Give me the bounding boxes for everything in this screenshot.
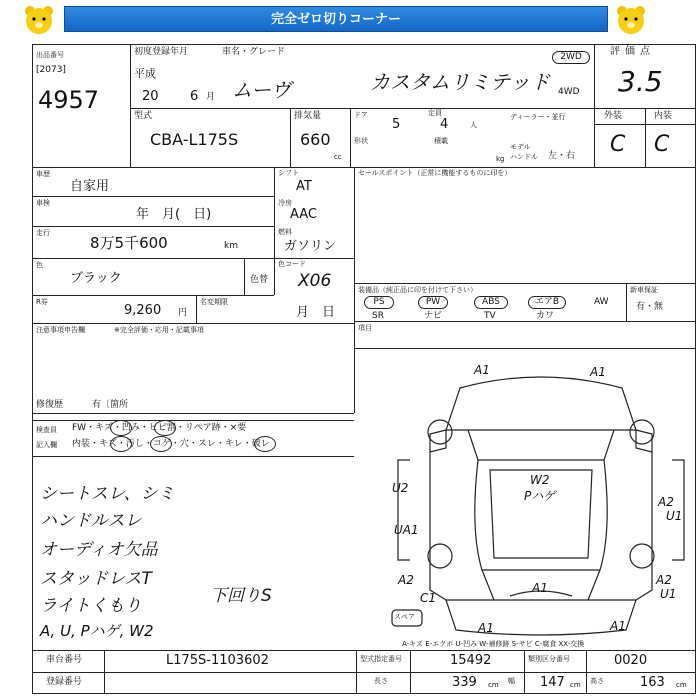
eval-score: 3.5: [618, 65, 663, 98]
width-label: 幅: [508, 677, 515, 685]
yen-unit: 円: [178, 308, 188, 318]
exterior-label: 外装: [604, 111, 623, 121]
repair-value: 有〔箇所: [92, 400, 129, 410]
equip-tv: TV: [484, 311, 496, 321]
capacity-unit: 人: [470, 121, 477, 129]
damage-mark: U2: [392, 481, 409, 495]
capacity-label: 定員: [428, 109, 442, 117]
reg-label: 登録番号: [46, 677, 83, 687]
ac-value: AAC: [290, 207, 317, 222]
height-value: 163: [640, 675, 665, 690]
inspector-row-exterior: FW・キズ・凹み・ヒビ割・リペア跡・×要: [72, 423, 247, 433]
model-small-label: モデル: [510, 143, 531, 151]
color-change-label: 色替: [250, 275, 269, 285]
grade: カスタムリミテッド: [370, 70, 550, 94]
note-line: ライトくもり: [40, 596, 142, 616]
notes-hint: ※完全評価・応用・記載事項: [114, 326, 204, 334]
damage-mark: A2: [658, 495, 674, 509]
damage-legend: A-キズ E-エクボ U-凹み W-補修跡 S-サビ C-腐食 XX-交換: [402, 640, 585, 648]
shift-label: シフト: [278, 169, 299, 177]
inspection-value: 年 月( 日): [136, 207, 212, 222]
note-line: シートスレ、シミ: [40, 484, 175, 504]
ac-label: 冷房: [278, 199, 292, 207]
era: 平成: [134, 67, 156, 80]
drive-2wd: 2WD: [552, 51, 590, 64]
damage-mark: A2: [398, 573, 414, 587]
damage-mark: A1: [474, 363, 490, 377]
handle-label: ハンドル: [510, 153, 538, 161]
bear-mascot-left-icon: [22, 4, 56, 36]
damage-mark: W2: [530, 473, 550, 487]
damage-mark: C1: [420, 591, 437, 605]
damage-mark: A1: [590, 365, 606, 379]
shift-value: AT: [296, 179, 312, 194]
equip-ps: PS: [364, 296, 394, 309]
notes-label: 注意事項申告欄: [36, 326, 85, 334]
mileage-label: 走行: [36, 229, 50, 237]
new-value: 有・無: [636, 302, 664, 312]
chassis-label: 車台番号: [46, 655, 83, 665]
equip-aw: AW: [594, 297, 609, 307]
recycle-label: R券: [36, 298, 48, 306]
handle-value: 左・右: [548, 151, 576, 161]
equip-sr: SR: [372, 311, 384, 321]
first-reg-label: 初度登録年月: [134, 47, 189, 57]
damage-mark: U1: [666, 509, 683, 523]
name-change-value: 月 日: [296, 305, 336, 320]
spare-label: スペア: [394, 613, 415, 621]
load-label: 積載: [434, 137, 448, 145]
equip-leather: カワ: [536, 311, 555, 321]
check-mark-circle: [154, 420, 176, 436]
damage-mark: A1: [532, 581, 548, 595]
new-label: 新車保証: [630, 286, 658, 294]
inspector-label-2: 記入欄: [36, 441, 57, 449]
dealer-label: ディーラー・並行: [510, 113, 566, 121]
equip-airbag: エアB: [528, 296, 566, 309]
eval-label: 評価点: [610, 46, 655, 57]
month-unit: 月: [206, 92, 216, 102]
height-label: 高さ: [590, 677, 604, 685]
id-code: [2073]: [36, 65, 66, 75]
exterior-grade: C: [610, 132, 626, 157]
fuel-value: ガソリン: [284, 239, 337, 254]
drive-4wd: 4WD: [558, 87, 580, 97]
cm-unit: cm: [570, 681, 581, 689]
note-line: ハンドルスレ: [40, 511, 142, 531]
items-label: 項目: [358, 324, 372, 332]
carname-label: 車名・グレード: [222, 47, 286, 57]
check-mark-circle: [110, 420, 132, 436]
id-label: 出品番号: [36, 51, 64, 59]
damage-mark: A2: [656, 573, 672, 587]
reg-year: 20: [142, 89, 159, 104]
model: CBA-L175S: [150, 130, 239, 149]
equip-abs: ABS: [474, 296, 508, 309]
color-value: ブラック: [70, 271, 122, 286]
class-value: 0020: [614, 653, 648, 668]
length-label: 長さ: [374, 677, 388, 685]
color-label: 色: [36, 261, 43, 269]
use-value: 自家用: [70, 179, 110, 194]
cc-unit: cc: [334, 153, 342, 161]
cm-unit: cm: [676, 681, 687, 689]
check-mark-circle: [110, 436, 132, 452]
cert-label: 型式指定番号: [360, 655, 402, 663]
interior-label: 内装: [654, 111, 673, 121]
note-line: A, U, Pハゲ, W2: [40, 622, 154, 640]
cert-value: 15492: [450, 653, 492, 668]
note-line: スタッドレスT: [40, 569, 152, 589]
car-name: ムーヴ: [232, 78, 291, 102]
sales-point-label: セールスポイント（正常に機能するものに印を）: [358, 169, 512, 177]
side-note: 下回りS: [210, 586, 272, 606]
page-title: 完全ゼロ切りコーナー: [64, 6, 608, 32]
bear-mascot-right-icon: [614, 4, 648, 36]
inspection-label: 車検: [36, 199, 50, 207]
recycle-value: 9,260: [124, 303, 162, 318]
repair-label: 修復歴: [36, 400, 64, 410]
name-change-label: 名変期限: [200, 298, 228, 306]
damage-mark: UA1: [394, 523, 419, 537]
kg-unit: kg: [496, 155, 505, 163]
equip-navi: ナビ: [424, 311, 443, 321]
check-mark-circle: [150, 436, 172, 452]
interior-grade: C: [654, 132, 670, 157]
doors: 5: [392, 117, 401, 132]
mileage-value: 8万5千600: [90, 234, 168, 252]
damage-mark: Pハゲ: [524, 489, 556, 503]
car-damage-diagram: [390, 360, 696, 644]
lot-number: 4957: [38, 86, 100, 114]
km-unit: km: [224, 241, 238, 251]
displacement: 660: [300, 130, 331, 149]
chassis-value: L175S-1103602: [166, 653, 269, 668]
damage-mark: A1: [478, 621, 494, 635]
capacity: 4: [440, 117, 449, 132]
shape-label: 形状: [354, 137, 368, 145]
width-value: 147: [540, 675, 565, 690]
fuel-label: 燃料: [278, 228, 292, 236]
class-label: 類別区分番号: [528, 655, 570, 663]
reg-month: 6: [190, 89, 199, 104]
color-code-label: 色コード: [278, 260, 306, 268]
damage-mark: U1: [660, 587, 677, 601]
equip-pw: PW: [418, 296, 448, 309]
displacement-label: 排気量: [294, 111, 322, 121]
equip-label: 装備品（純正品に印を付けて下さい）: [358, 286, 477, 294]
damage-mark: A1: [610, 619, 626, 633]
use-label: 車歴: [36, 170, 50, 178]
note-line: オーディオ欠品: [40, 540, 158, 560]
model-label: 型式: [134, 111, 153, 121]
length-value: 339: [452, 675, 477, 690]
doors-label: ドア: [354, 111, 368, 119]
color-code: X06: [298, 271, 332, 291]
inspector-label-1: 検査員: [36, 426, 57, 434]
check-mark-circle: [254, 436, 276, 452]
cm-unit: cm: [488, 681, 499, 689]
inspector-row-interior: 内装・キズ・汚し・コゲ・穴・スレ・キレ・破レ: [72, 439, 270, 449]
